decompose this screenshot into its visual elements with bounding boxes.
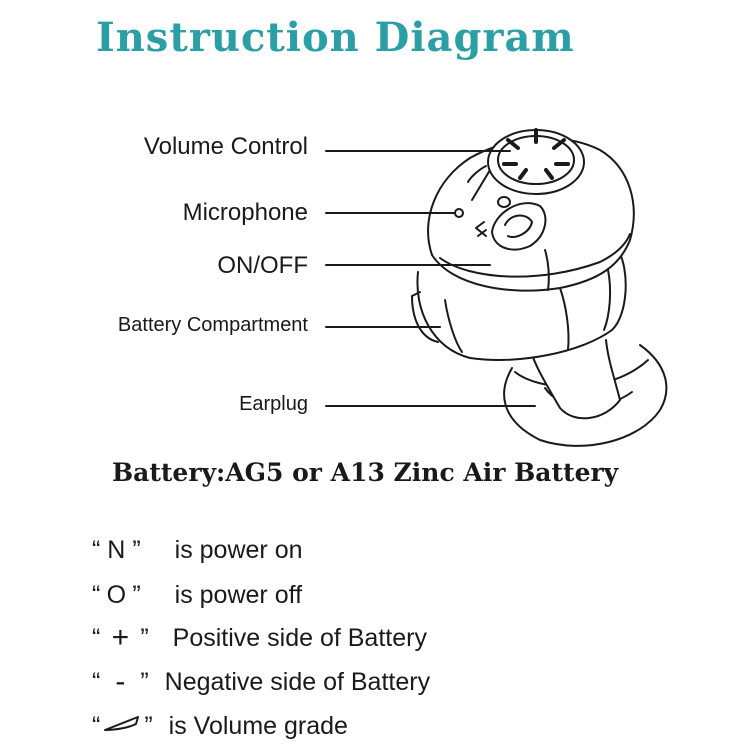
quote-close: ”	[140, 667, 149, 696]
legend-item-negative	[92, 665, 430, 699]
symbol-n: N	[107, 535, 126, 564]
quote-open: “	[92, 580, 101, 609]
label-battery-compartment: Battery Compartment	[117, 314, 308, 336]
quote-close: ”	[132, 535, 141, 564]
legend-item-positive	[92, 621, 427, 655]
quote-close: ”	[144, 711, 153, 740]
legend-item-volume-grade	[92, 709, 348, 743]
label-microphone: Microphone	[182, 199, 308, 226]
label-volume-control: Volume Control	[143, 133, 308, 160]
quote-close: ”	[132, 580, 141, 609]
volume-dial-shape	[488, 130, 584, 194]
symbol-o: O	[106, 580, 127, 609]
symbol-plus: +	[111, 621, 130, 654]
label-on-off: ON/OFF	[217, 252, 308, 279]
volume-grade-icon	[100, 712, 144, 741]
legend-text: Positive side of Battery	[172, 623, 427, 652]
legend-text: is power on	[174, 535, 303, 564]
legend-text: Negative side of Battery	[164, 667, 431, 696]
quote-close: ”	[140, 623, 149, 652]
label-earplug: Earplug	[239, 393, 308, 415]
symbol-minus: -	[115, 665, 126, 698]
page-title: Instruction Diagram	[96, 14, 575, 61]
quote-open: “	[92, 535, 101, 564]
quote-open: “	[92, 667, 101, 696]
legend-item-power-on	[92, 533, 303, 567]
quote-open: “	[92, 623, 101, 652]
battery-note: Battery:AG5 or A13 Zinc Air Battery	[112, 458, 619, 487]
quote-open: “	[92, 711, 101, 740]
legend-text: is Volume grade	[168, 711, 348, 740]
legend-item-power-off	[92, 578, 302, 612]
legend-text: is power off	[174, 580, 303, 609]
